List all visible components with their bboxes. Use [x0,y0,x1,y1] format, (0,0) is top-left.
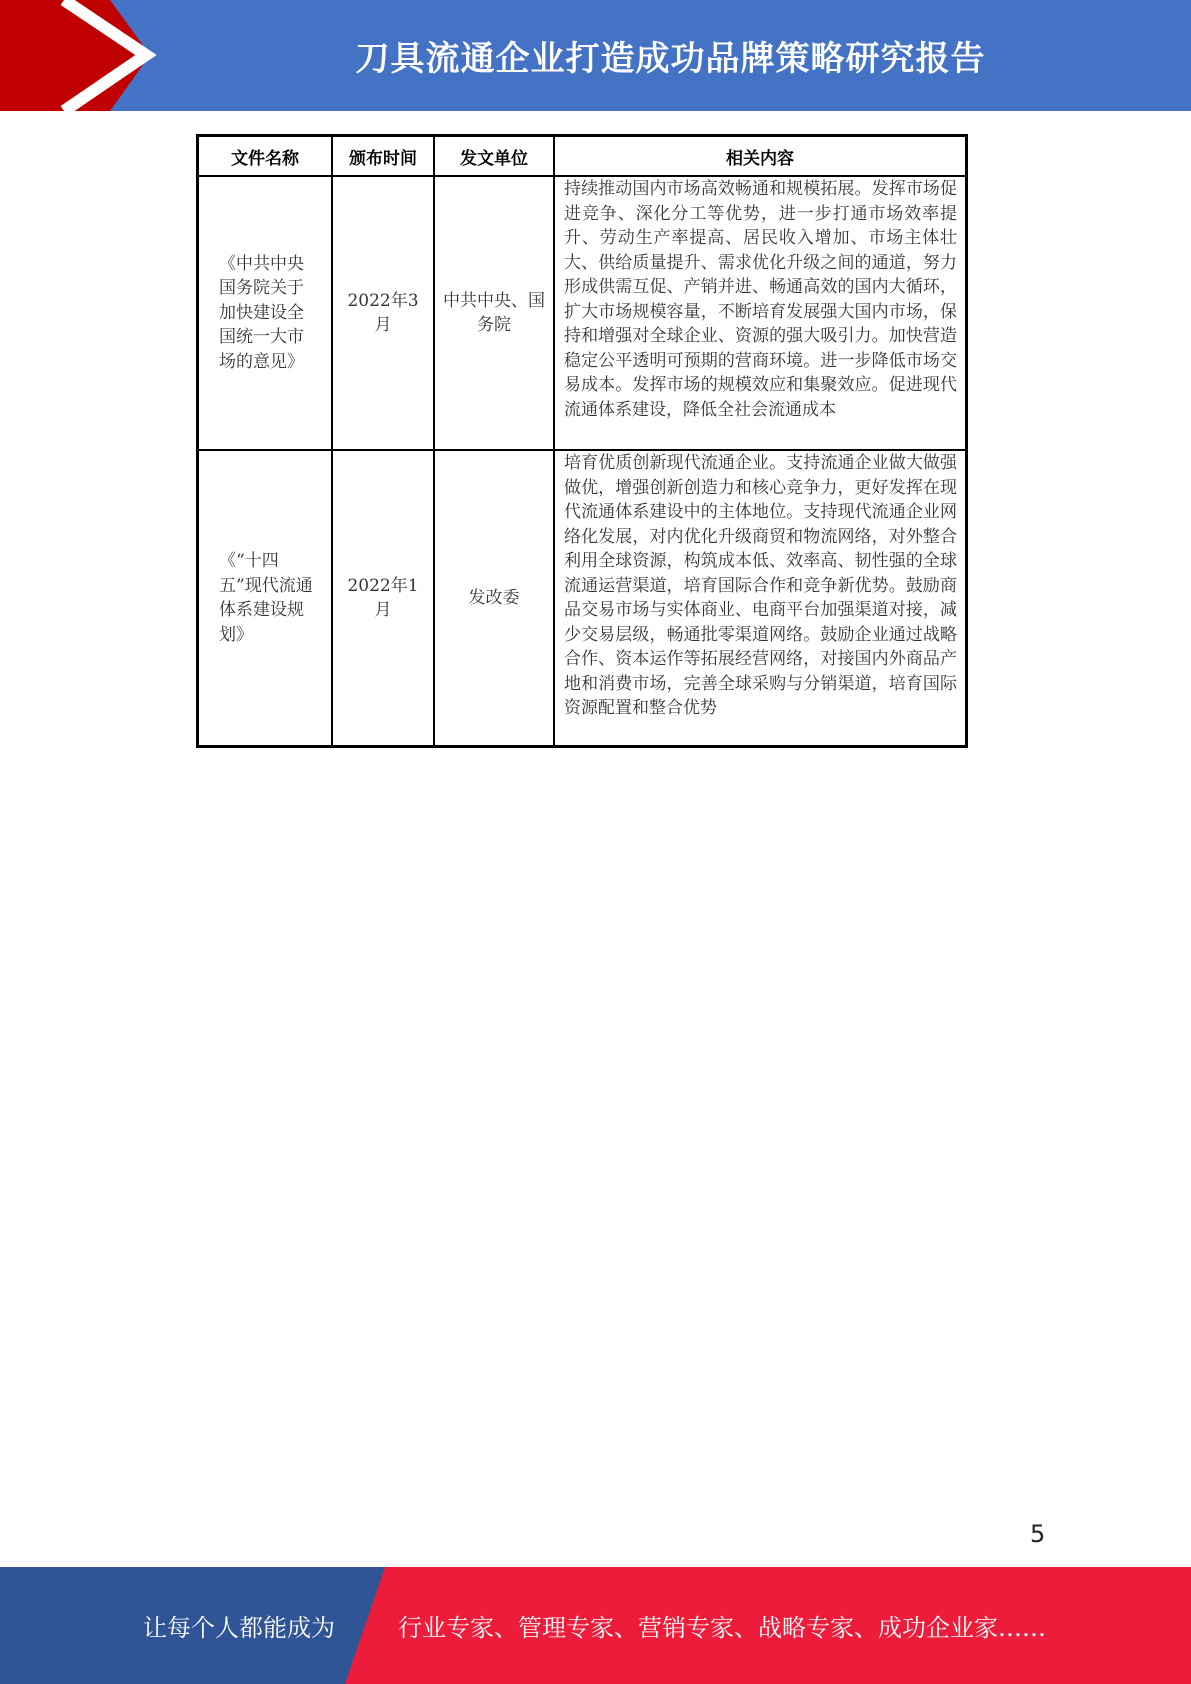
page-title: 刀具流通企业打造成功品牌策略研究报告 [355,39,986,79]
column-header-name: 文件名称 [198,136,333,177]
footer-banner [0,1567,1191,1684]
content-cell: 持续推动国内市场高效畅通和规模拓展。发挥市场促进竞争、深化分工等优势，进一步打通市场效率提升、劳动生产率提高、居民收入增加、市场主体壮大、供给质量提升、需求优化升级之间的通道，努力形成供需互促、产销并进、畅通高效的国内大循环，扩大市场规模容量，不断培育发展强大国内市场，保持和增强对全球企业、资源的强大吸引力。加快营造稳定公平透明可预期的营商环境。进一步降低市场交易成本。发挥市场的规模效应和集聚效应。促进现代流通体系建设，降低全社会流通成本 [554,176,967,450]
header-banner [0,0,1191,111]
table-header-row [198,136,967,177]
issue-date-cell: 2022年1月 [332,450,434,747]
page-number: 5 [1030,1520,1046,1548]
issue-date-cell: 2022年3月 [332,176,434,450]
column-header-content: 相关内容 [554,136,967,177]
column-header-unit: 发文单位 [434,136,554,177]
issuer-cell: 发改委 [434,450,554,747]
policy-table [196,134,968,748]
footer-slogan-left: 让每个人都能成为 [143,1614,335,1642]
issuer-cell: 中共中央、国务院 [434,176,554,450]
document-name-cell: 《中共中央国务院关于加快建设全国统一大市场的意见》 [198,176,333,450]
table-row [198,176,967,450]
column-header-date: 颁布时间 [332,136,434,177]
content-cell: 培育优质创新现代流通企业。支持流通企业做大做强做优，增强创新创造力和核心竞争力，更好发挥在现代流通体系建设中的主体地位。支持现代流通企业网络化发展，对内优化升级商贸和物流网络，对外整合利用全球资源，构筑成本低、效率高、韧性强的全球流通运营渠道，培育国际合作和竞争新优势。鼓励商品交易市场与实体商业、电商平台加强渠道对接，减少交易层级，畅通批零渠道网络。鼓励企业通过战略合作、资本运作等拓展经营网络，对接国内外商品产地和消费市场，完善全球采购与分销渠道，培育国际资源配置和整合优势 [554,450,967,747]
footer-slogan-right: 行业专家、管理专家、营销专家、战略专家、成功企业家…… [398,1614,1046,1642]
table-row [198,450,967,747]
document-name-cell: 《“十四五”现代流通体系建设规划》 [198,450,333,747]
